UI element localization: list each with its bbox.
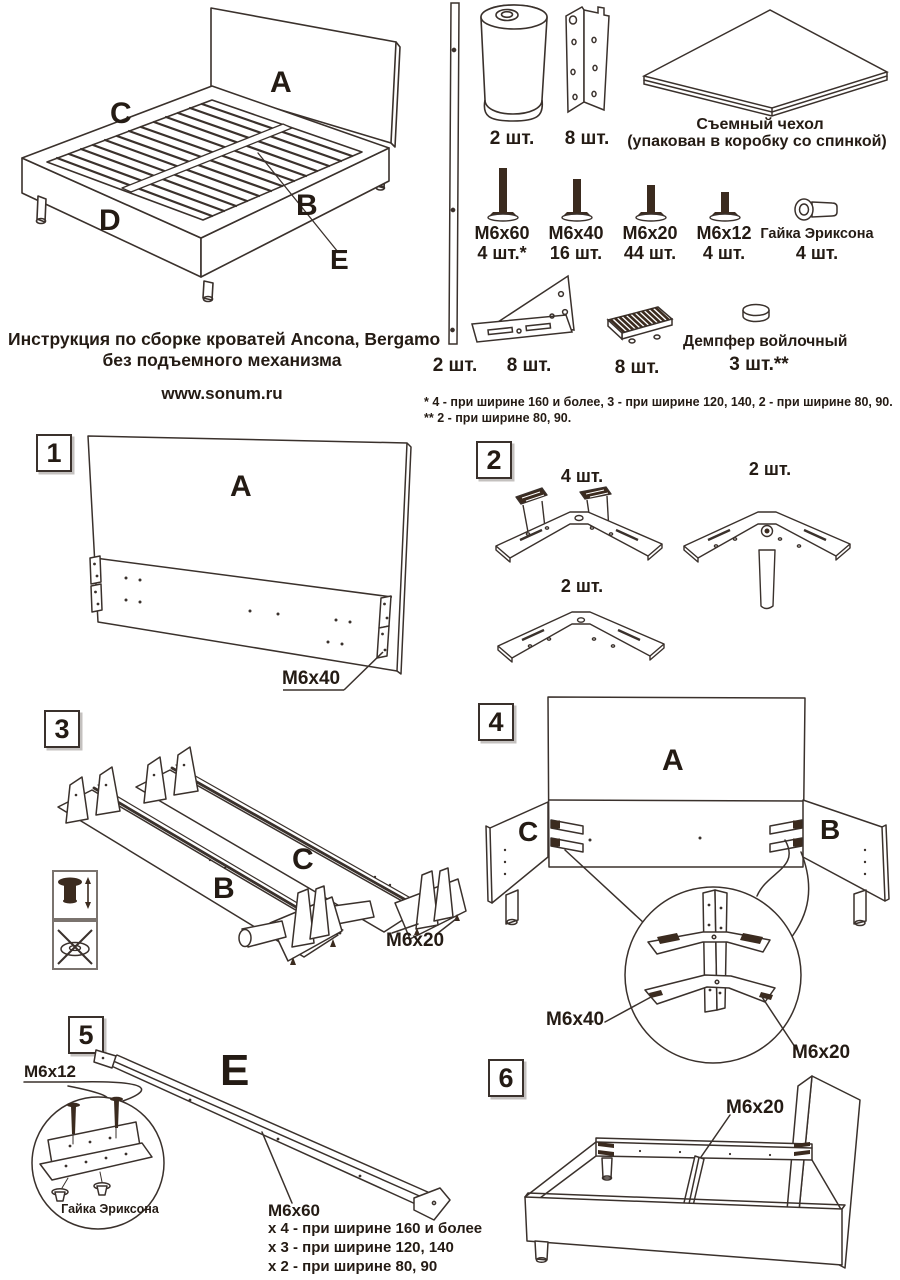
slat-part-drawing bbox=[444, 0, 468, 352]
page-title-line1: Инструкция по сборке кроватей Ancona, Bergamo bbox=[8, 329, 441, 349]
screw-m6x60-icon bbox=[484, 166, 522, 224]
step5-rail-label: E bbox=[220, 1046, 250, 1095]
screw-m6x20-qty: 44 шт. bbox=[623, 243, 677, 263]
footnote-1: * 4 - при ширине 160 и более, 3 - при ширине 120, 140, 2 - при ширине 80, 90. bbox=[424, 395, 893, 409]
page-title-line2: без подъемного механизма bbox=[102, 350, 342, 370]
step4-rail-c-label: C bbox=[518, 816, 539, 847]
bed-overview-drawing bbox=[0, 0, 445, 310]
step5-screw-label: M6x12 bbox=[24, 1062, 76, 1081]
damper-label: Демпфер войлочный bbox=[683, 333, 848, 350]
erikson-nut-icon bbox=[792, 196, 844, 224]
website-url: www.sonum.ru bbox=[161, 384, 283, 403]
step4-panel-label: A bbox=[662, 744, 684, 777]
step5-note-w160: x 4 - при ширине 160 и более bbox=[268, 1220, 483, 1237]
leg-height-icon bbox=[52, 870, 98, 920]
step2-plate-with-pads-drawing bbox=[490, 484, 670, 576]
step6-number: 6 bbox=[488, 1059, 524, 1097]
step3-number: 3 bbox=[44, 710, 80, 748]
cover-drawing bbox=[632, 4, 898, 122]
corner-bracket-drawing bbox=[554, 2, 618, 122]
corner-plate-qty: 8 шт. bbox=[506, 355, 552, 376]
damper-qty: 3 шт.** bbox=[729, 354, 789, 375]
corner-plate-drawing bbox=[468, 272, 600, 354]
overview-label-b: B bbox=[296, 189, 318, 222]
screw-m6x12-qty: 4 шт. bbox=[702, 243, 746, 263]
screw-m6x40-qty: 16 шт. bbox=[549, 243, 603, 263]
overview-label-d: D bbox=[99, 204, 121, 237]
step1-screw-label: M6x40 bbox=[282, 668, 341, 689]
overview-label-a: A bbox=[270, 66, 292, 99]
cover-caption-line2: (упакован в коробку со спинкой) bbox=[627, 133, 887, 150]
screw-m6x12-label: M6x12 bbox=[696, 223, 752, 243]
step3-rail-c-label: C bbox=[292, 843, 314, 876]
cover-caption-line1: Съемный чехол bbox=[696, 116, 824, 133]
erikson-nut-label: Гайка Эриксона bbox=[760, 226, 874, 242]
felt-pad-qty: 8 шт. bbox=[614, 357, 660, 378]
overview-label-c: C bbox=[110, 97, 132, 130]
step5-nut-label: Гайка Эриксона bbox=[61, 1202, 159, 1216]
step2-qty-plain: 2 шт. bbox=[560, 576, 604, 596]
step3-rail-b-label: B bbox=[213, 872, 235, 905]
step2-qty-pads: 4 шт. bbox=[560, 466, 604, 486]
step5-number: 5 bbox=[68, 1016, 104, 1054]
step2-number: 2 bbox=[476, 441, 512, 479]
slat-qty: 2 шт. bbox=[432, 355, 478, 376]
step5-note-title: M6x60 bbox=[268, 1201, 320, 1220]
leg-qty: 2 шт. bbox=[489, 128, 535, 149]
screw-m6x20-icon bbox=[632, 183, 670, 224]
step1-number: 1 bbox=[36, 434, 72, 472]
step2-qty-with-leg: 2 шт. bbox=[748, 459, 792, 479]
step6-drawing bbox=[480, 1070, 900, 1280]
step1-panel-label: A bbox=[230, 470, 252, 503]
step2-plate-plain-drawing bbox=[492, 606, 674, 670]
step4-number: 4 bbox=[478, 703, 514, 741]
step4-screw-short-label: M6x20 bbox=[792, 1042, 851, 1063]
no-leg-alone-icon bbox=[52, 920, 98, 970]
bracket-qty: 8 шт. bbox=[564, 128, 610, 149]
step4-screw-long-label: M6x40 bbox=[546, 1009, 605, 1030]
footnote-2: ** 2 - при ширине 80, 90. bbox=[424, 411, 572, 425]
overview-label-e: E bbox=[330, 244, 349, 275]
step2-plate-with-leg-drawing bbox=[678, 506, 860, 614]
screw-m6x20-label: M6x20 bbox=[622, 223, 678, 243]
screw-m6x12-icon bbox=[706, 190, 744, 224]
step5-note-w120: x 3 - при ширине 120, 140 bbox=[268, 1239, 454, 1256]
erikson-nut-qty: 4 шт. bbox=[795, 243, 839, 263]
step3-screw-label: M6x20 bbox=[386, 930, 445, 951]
leg-cylinder-drawing bbox=[476, 2, 552, 126]
step4-rail-b-label: B bbox=[820, 814, 841, 845]
screw-m6x60-qty: 4 шт.* bbox=[477, 243, 527, 263]
step6-screw-label: M6x20 bbox=[726, 1097, 785, 1118]
damper-drawing bbox=[740, 303, 774, 327]
step5-note-w80: x 2 - при ширине 80, 90 bbox=[268, 1258, 438, 1275]
screw-m6x40-icon bbox=[558, 177, 596, 224]
screw-m6x40-label: M6x40 bbox=[548, 223, 604, 243]
felt-pad-drawing bbox=[602, 300, 678, 348]
screw-m6x60-label: M6x60 bbox=[474, 223, 530, 243]
step1-drawing bbox=[78, 428, 468, 708]
